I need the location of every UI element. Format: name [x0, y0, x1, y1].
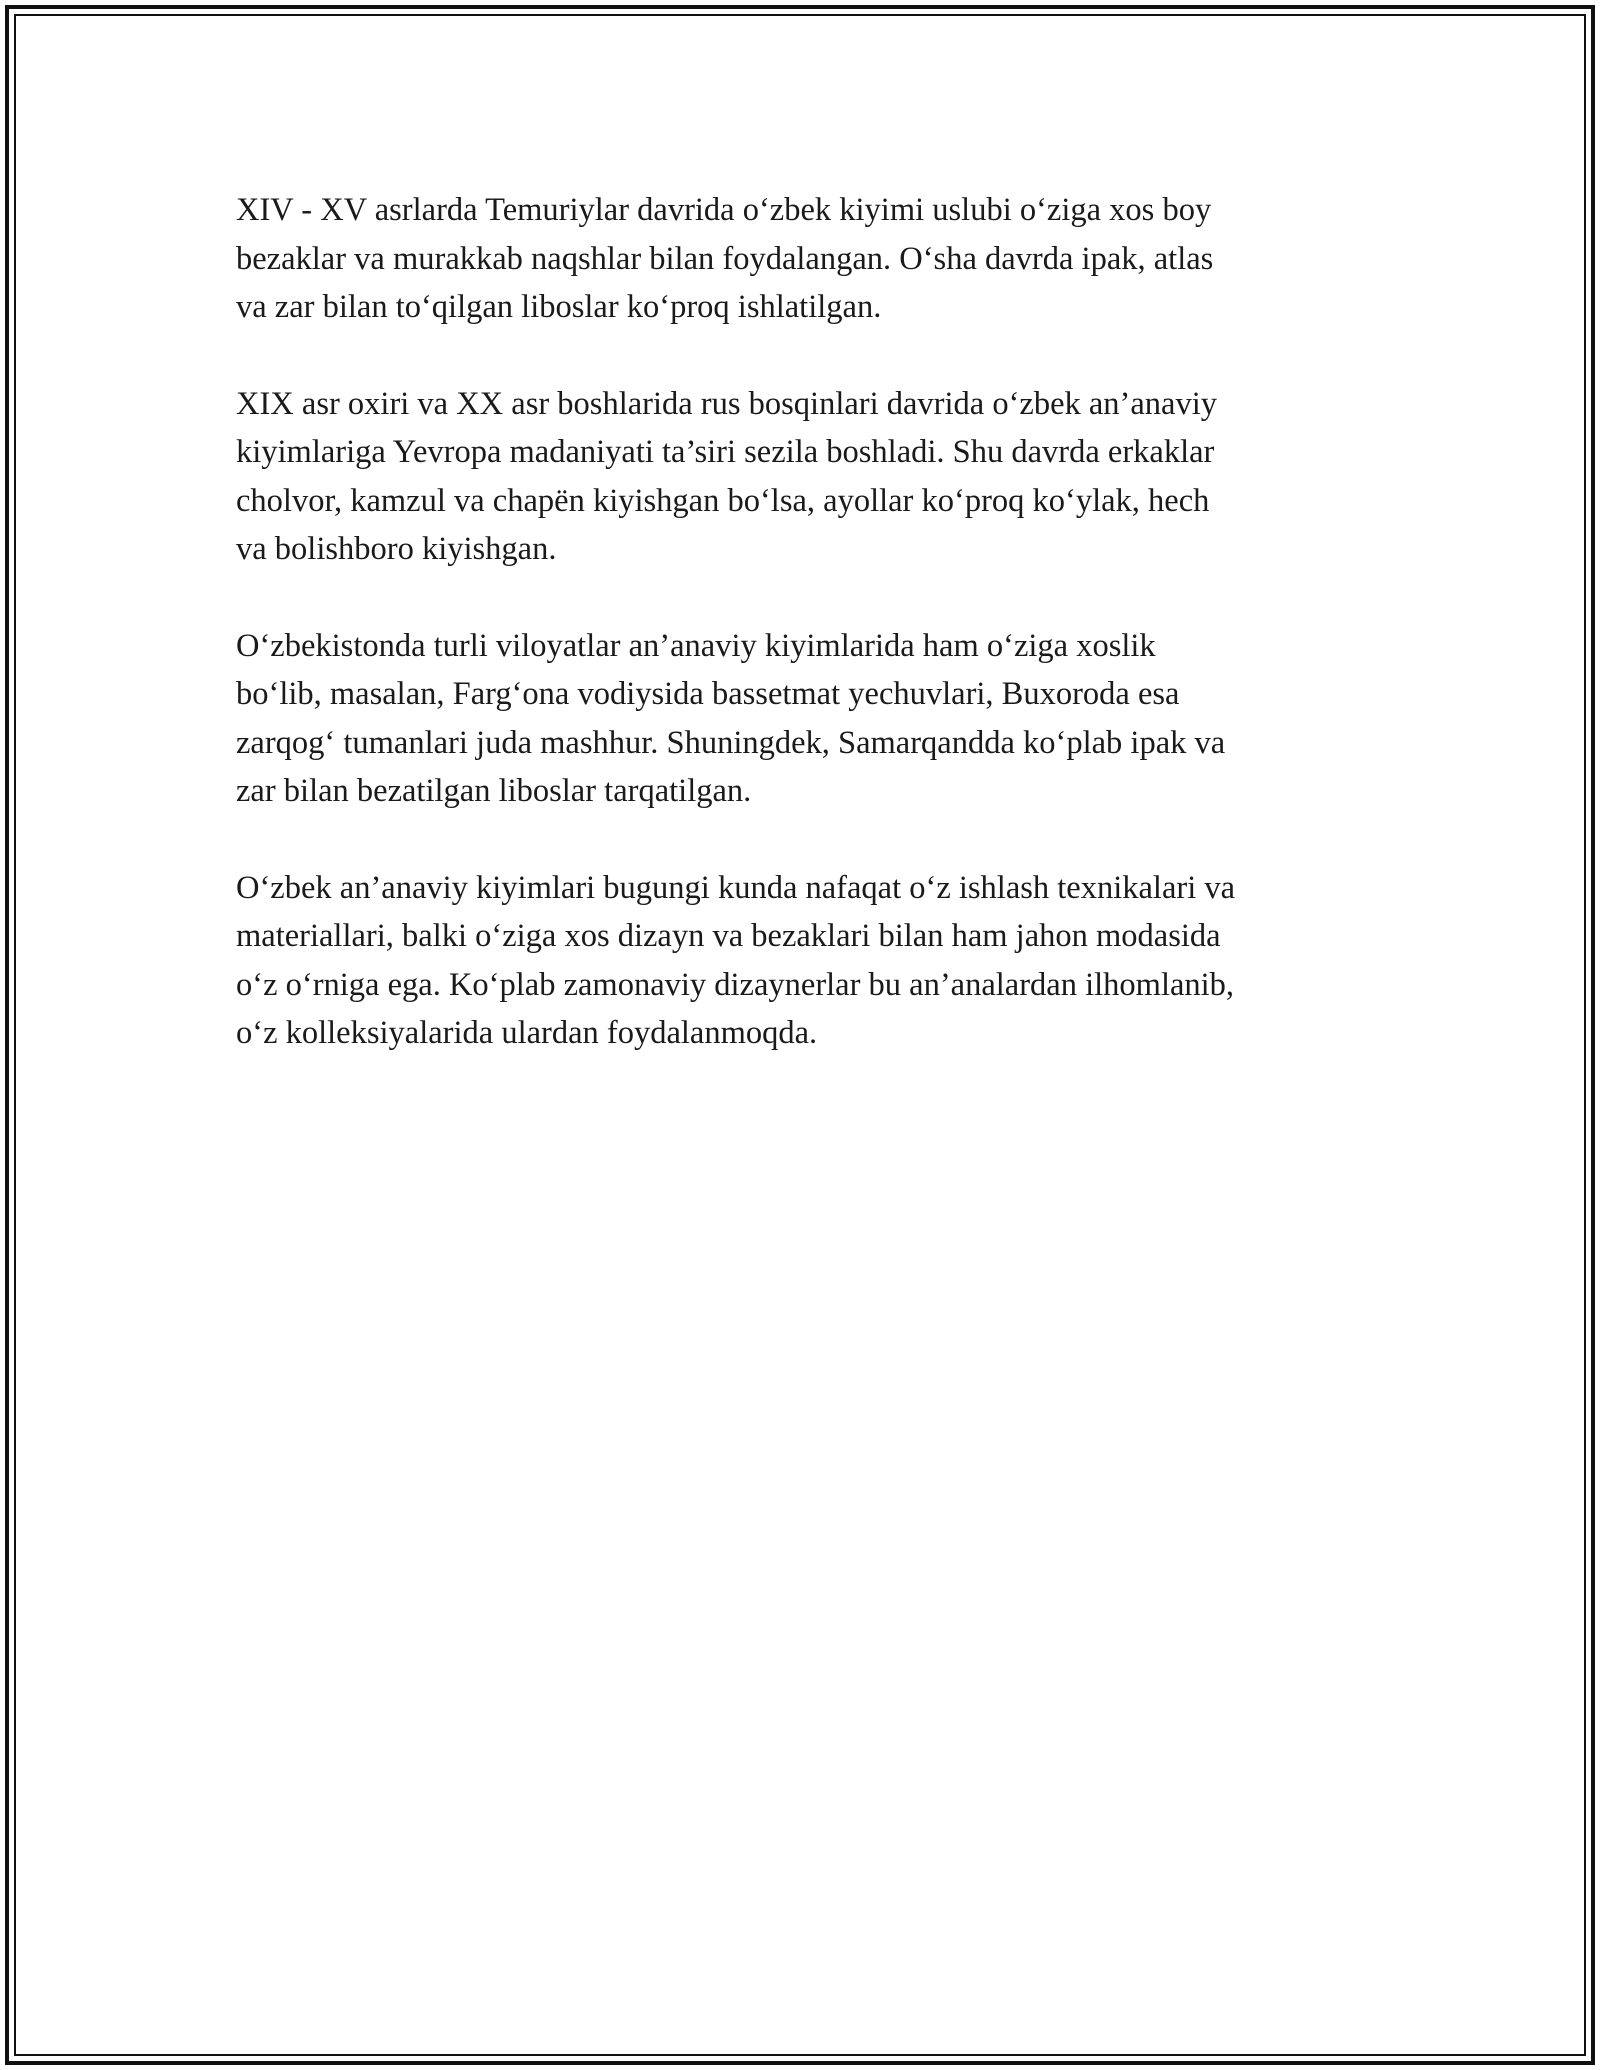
text-line: XIV - XV asrlarda Temuriylar davrida o‘zbek kiyimi uslubi o‘ziga xos boy — [236, 192, 1212, 228]
text-line: kiyimlariga Yevropa madaniyati ta’siri sezila boshladi. Shu davrda erkaklar — [236, 434, 1215, 470]
text-line: O‘zbekistonda turli viloyatlar an’anaviy kiyimlarida ham o‘ziga xoslik — [236, 627, 1156, 664]
text-line: XIX asr oxiri va XX asr boshlarida rus bosqinlari davrida o‘zbek an’anaviy — [236, 385, 1218, 422]
text-line: bezaklar va murakkab naqshlar bilan foydalangan. O‘sha davrda ipak, atlas — [236, 240, 1214, 277]
paragraph-regional-styles — [236, 622, 1366, 816]
text-line: zar bilan bezatilgan liboslar tarqatilgan. — [236, 773, 752, 809]
text-line: zarqog‘ tumanlari juda mashhur. Shuningdek, Samarqandda ko‘plab ipak va — [236, 724, 1226, 761]
text-line: materiallari, balki o‘ziga xos dizayn va bezaklari bilan ham jahon modasida — [236, 918, 1221, 954]
paragraph-modern-fashion — [236, 864, 1366, 1058]
text-line: va bolishboro kiyishgan. — [236, 531, 557, 567]
text-line: O‘zbek an’anaviy kiyimlari bugungi kunda nafaqat o‘z ishlash texnikalari va — [236, 869, 1236, 906]
text-line: va zar bilan to‘qilgan liboslar ko‘proq ishlatilgan. — [236, 289, 882, 325]
text-line: cholvor, kamzul va chapёn kiyishgan bo‘lsa, ayollar ko‘proq ko‘ylak, hech — [236, 482, 1210, 519]
text-line: o‘z o‘rniga ega. Ko‘plab zamonaviy dizaynerlar bu an’analardan ilhomlanib, — [236, 966, 1235, 1003]
document-body — [236, 186, 1366, 1106]
paragraph-temurid-era — [236, 186, 1366, 332]
text-line: o‘z kolleksiyalarida ulardan foydalanmoqda. — [236, 1015, 818, 1051]
paragraph-19th-20th-century — [236, 380, 1366, 574]
text-line: bo‘lib, masalan, Farg‘ona vodiysida bassetmat yechuvlari, Buxoroda esa — [236, 676, 1180, 712]
